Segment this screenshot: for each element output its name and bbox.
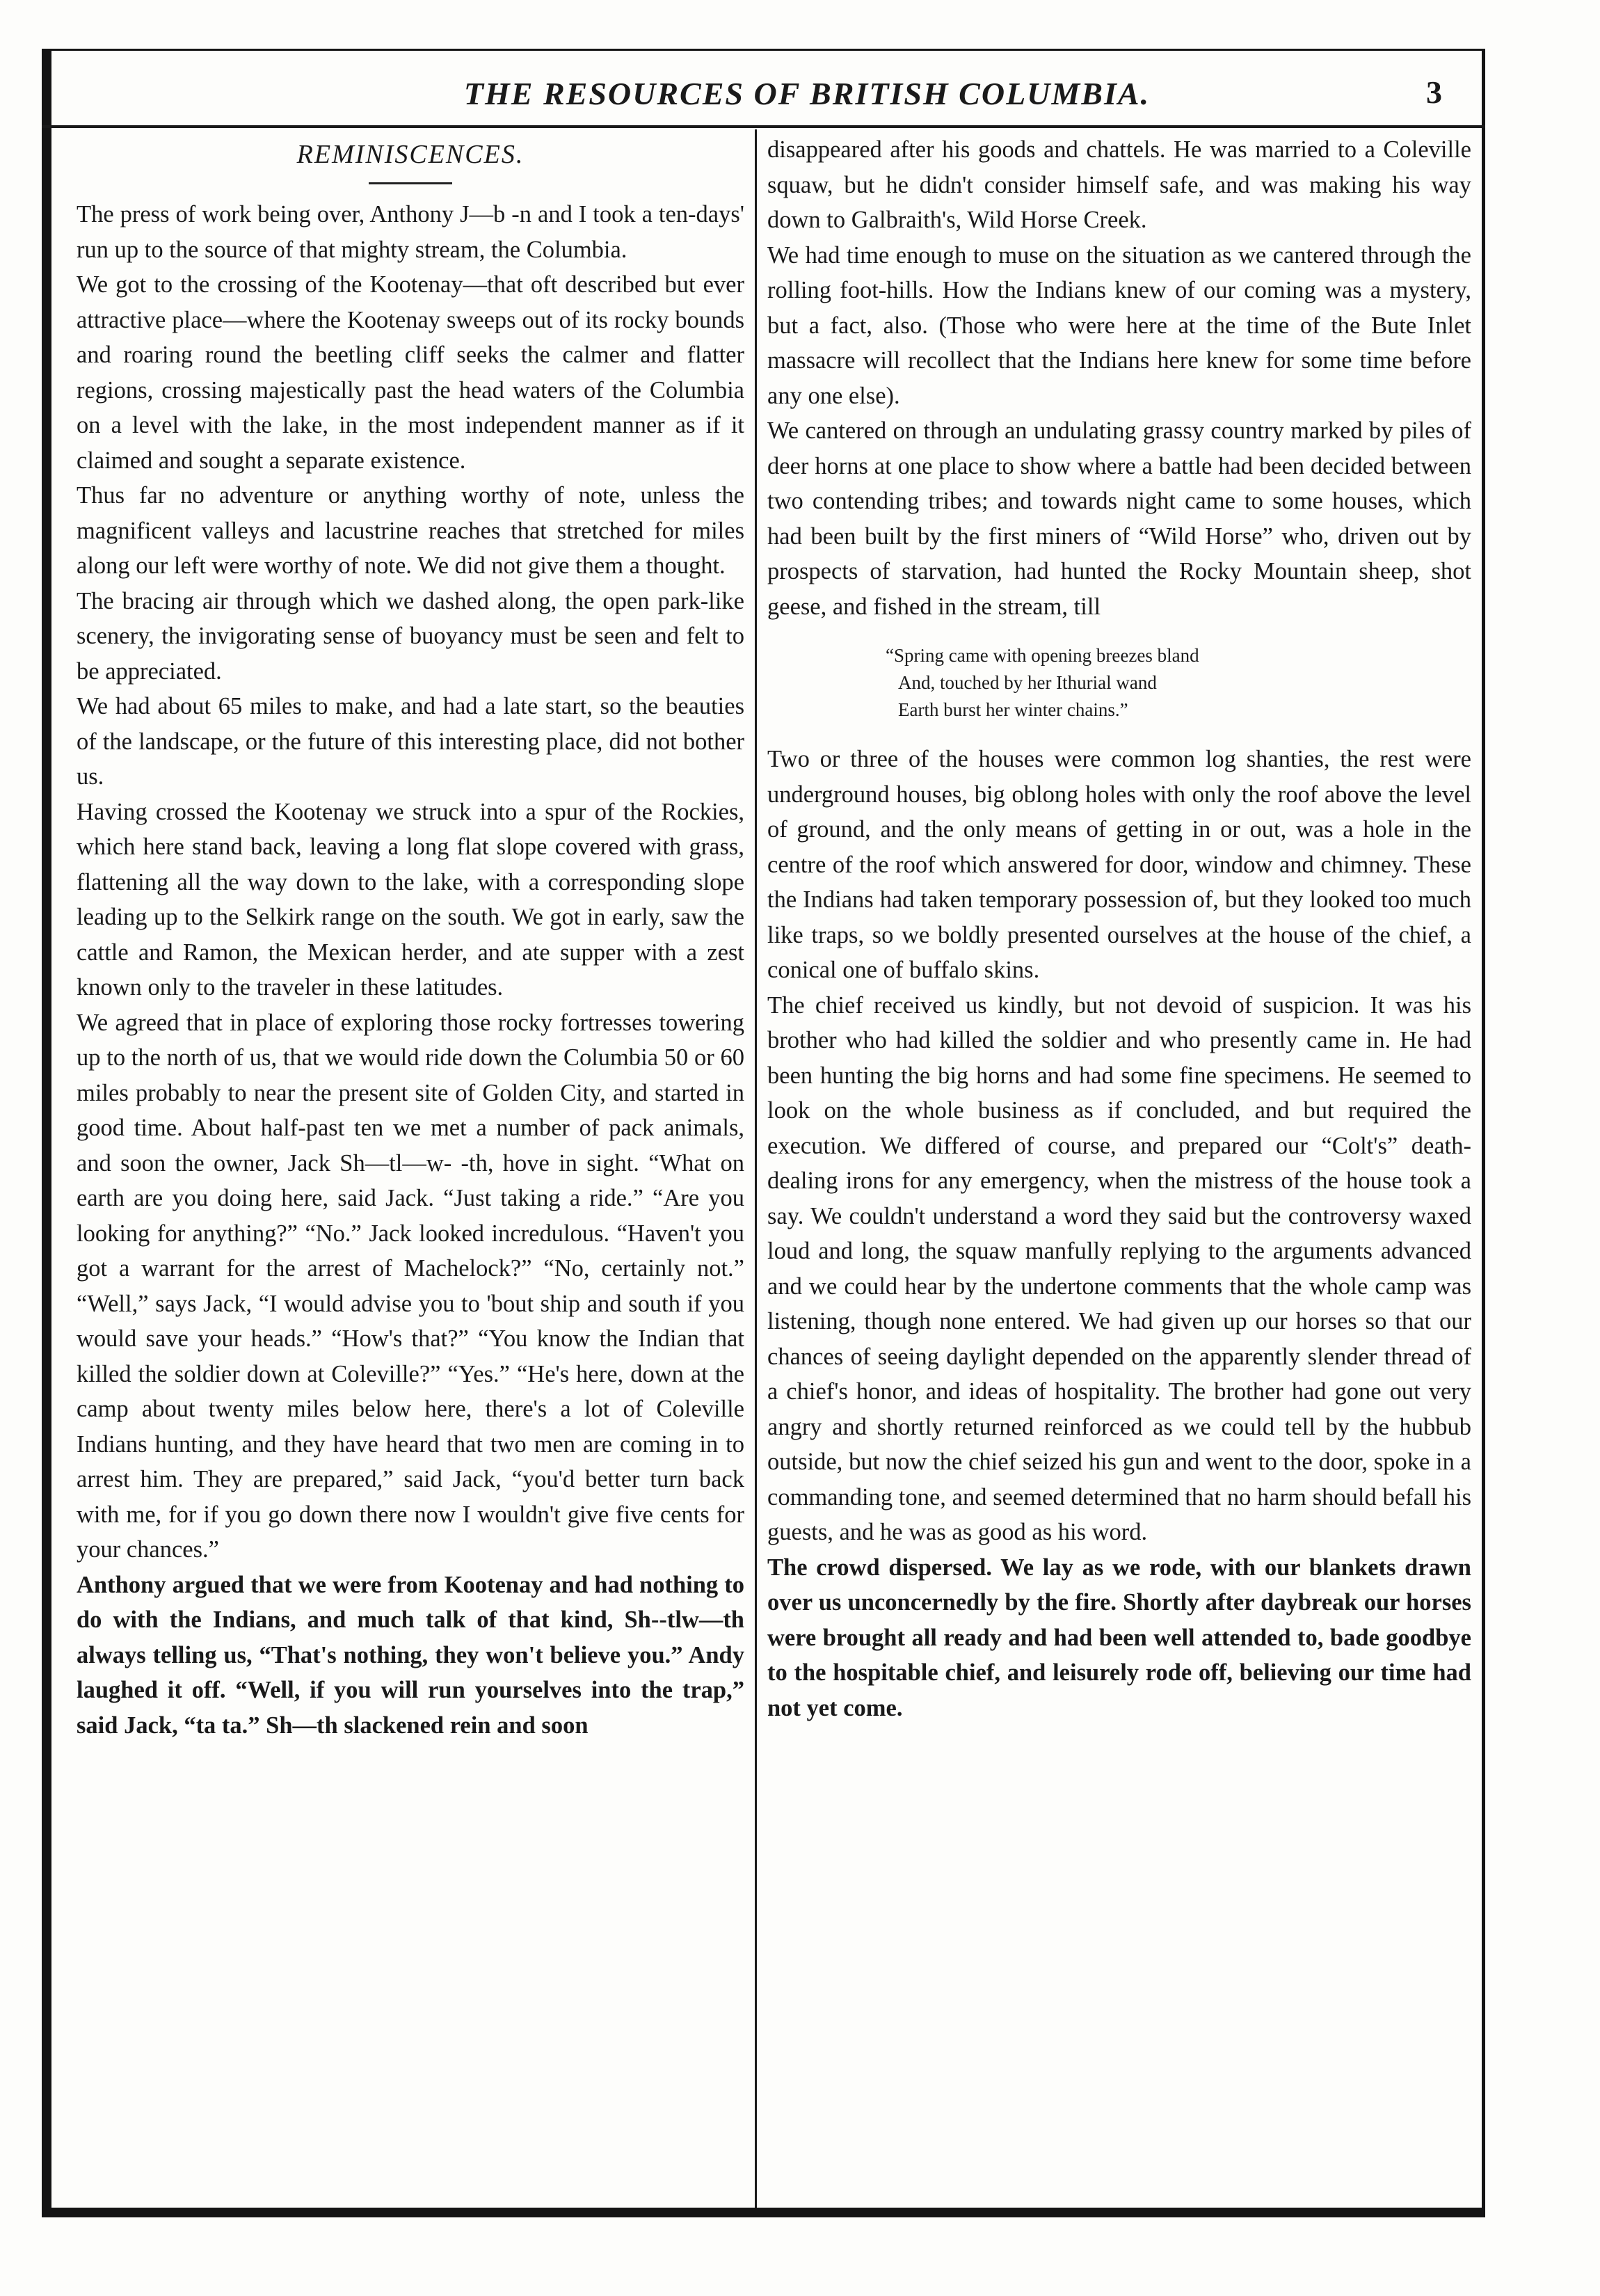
verse-line: And, touched by her Ithurial wand: [898, 672, 1157, 693]
paragraph: disappeared after his goods and chattels. He was married to a Coleville squaw, but he didn't consider himself safe, and was making his way down to Galbraith's, Wild Horse Creek.: [767, 136, 1471, 233]
paragraph: We had about 65 miles to make, and had a late start, so the beauties of the landscape, or the future of this interesting place, did not bother us.: [77, 693, 744, 790]
paragraph: The chief received us kindly, but not devoid of suspicion. It was his brother who had killed the soldier and who presently came in. He had been hunting the big horns and had some fine specimens. He seemed to look on the whole business as if concluded, and but required the execution. We differed of course, and prepared our “Colt's” death-dealing irons for any emergency, when the mistress of the house took a say. We couldn't understand a word they said but the controversy waxed loud and long, the squaw manfully replying to the arguments advanced and we could hear by the undertone comments that the whole camp was listening, though none entered. We had given up our horses so that our chances of seeing daylight depended on the apparently slender thread of a chief's honor, and ideas of hospitality. The brother had gone out very angry and shortly returned reinforced as we could tell by the hubbub outside, but now the chief seized his gun and went to the door, spoke in a commanding tone, and seemed determined that no harm should befall his guests, and he was as good as his word.: [767, 991, 1471, 1545]
header-rule: [42, 125, 1485, 128]
paragraph: The press of work being over, Anthony J—b -n and I took a ten-days' run up to the source of that mighty stream, the Columbia.: [77, 201, 744, 263]
paragraph: The bracing air through which we dashed along, the open park-like scenery, the invigorating sense of buoyancy must be seen and felt to be appreciated.: [77, 587, 744, 685]
page-border-bottom: [42, 2208, 1485, 2217]
verse-line: Earth burst her winter chains.”: [898, 699, 1128, 720]
paragraph: We agreed that in place of exploring those rocky fortresses towering up to the north of us, that we would ride down the Columbia 50 or 60 miles probably to near the present site of Golden City, and started in good time. About half-past ten we met a number of pack animals, and soon the owner, Jack Sh—tl—w- -th, hove in sight. “What on earth are you doing here, said Jack. “Just taking a ride.” “Are you looking for anything?” “No.” Jack looked incredulous. “Haven't you got a warrant for the arrest of Machelock?” “No, certainly not.” “Well,” says Jack, “I would advise you to 'bout ship and south if you would save your heads.” “How's that?” “You know the Indian that killed the soldier down at Coleville?” “Yes.” “He's here, down at the camp about twenty miles below here, there's a lot of Coleville Indians hunting, and they have heard that two men are coming in to arrest him. They are prepared,” said Jack, “you'd better turn back with me, for if you go down there now I wouldn't give five cents for your chances.”: [77, 1009, 744, 1563]
paragraph: The crowd dispersed. We lay as we rode, with our blankets drawn over us unconcernedly by the fire. Shortly after daybreak our horses were brought all ready and had been well attended to, bade goodbye to the hospitable chief, and leisurely rode off, believing our time had not yet come.: [767, 1554, 1471, 1721]
paragraph: We had time enough to muse on the situation as we cantered through the rolling foot-hills. How the Indians knew of our coming was a mystery, but a fact, also. (Those who were here at the time of the Bute Inlet massacre will recollect that the Indians here knew for some time before any one else).: [767, 241, 1471, 409]
paragraph: Anthony argued that we were from Kootenay and had nothing to do with the Indians, and much talk of that kind, Sh--tlw—th always telling us, “That's nothing, they won't believe you.” Andy laughed it off. “Well, if you will run yourselves into the trap,” said Jack, “ta ta.” Sh—th slackened rein and soon: [77, 1571, 744, 1739]
column-divider: [755, 129, 757, 2208]
paragraph: We got to the crossing of the Kootenay—that oft described but ever attractive place—where the Kootenay sweeps out of its rocky bounds and roaring round the beetling cliff seeks the calmer and flatter regions, crossing majestically past the head waters of the Columbia on a level with the lake, in the most independent manner as if it claimed and sought a separate existence.: [77, 271, 744, 474]
page-border-top: [42, 49, 1485, 51]
page-number: 3: [1426, 74, 1442, 110]
verse-quote: [886, 642, 1471, 724]
paragraph: Having crossed the Kootenay we struck into a spur of the Rockies, which here stand back, leaving a long flat slope covered with grass, flattening all the way down to the lake, with a corresponding slope leading up to the Selkirk range on the south. We got in early, saw the cattle and Ramon, the Mexican herder, and ate supper with a zest known only to the traveler in these latitudes.: [77, 798, 744, 1000]
page-border-left: [42, 49, 51, 2216]
left-column: [77, 132, 744, 1743]
paragraph: Thus far no adventure or anything worthy of note, unless the magnificent valleys and lacustrine reaches that stretched for miles along our left were worthy of note. We did not give them a thought.: [77, 482, 744, 579]
running-head-title: THE RESOURCES OF BRITISH COLUMBIA.: [463, 76, 1151, 111]
right-column: [767, 132, 1471, 1725]
page-border-right: [1482, 49, 1485, 2216]
title-rule: [369, 182, 452, 184]
verse-line: “Spring came with opening breezes bland: [886, 645, 1199, 666]
paragraph: Two or three of the houses were common log shanties, the rest were underground houses, big oblong holes with only the roof above the level of ground, and the only means of getting in or out, was a hole in the centre of the roof which answered for door, window and chimney. These the Indians had taken temporary possession of, but they looked too much like traps, so we boldly presented ourselves at the house of the chief, a conical one of buffalo skins.: [767, 746, 1471, 983]
article-title: REMINISCENCES.: [296, 140, 525, 169]
paragraph: We cantered on through an undulating grassy country marked by piles of deer horns at one place to show where a battle had been decided between two contending tribes; and towards night came to some houses, which had been built by the first miners of “Wild Horse” who, driven out by prospects of starvation, had hunted the Rocky Mountain sheep, shot geese, and fished in the stream, till: [767, 417, 1471, 620]
